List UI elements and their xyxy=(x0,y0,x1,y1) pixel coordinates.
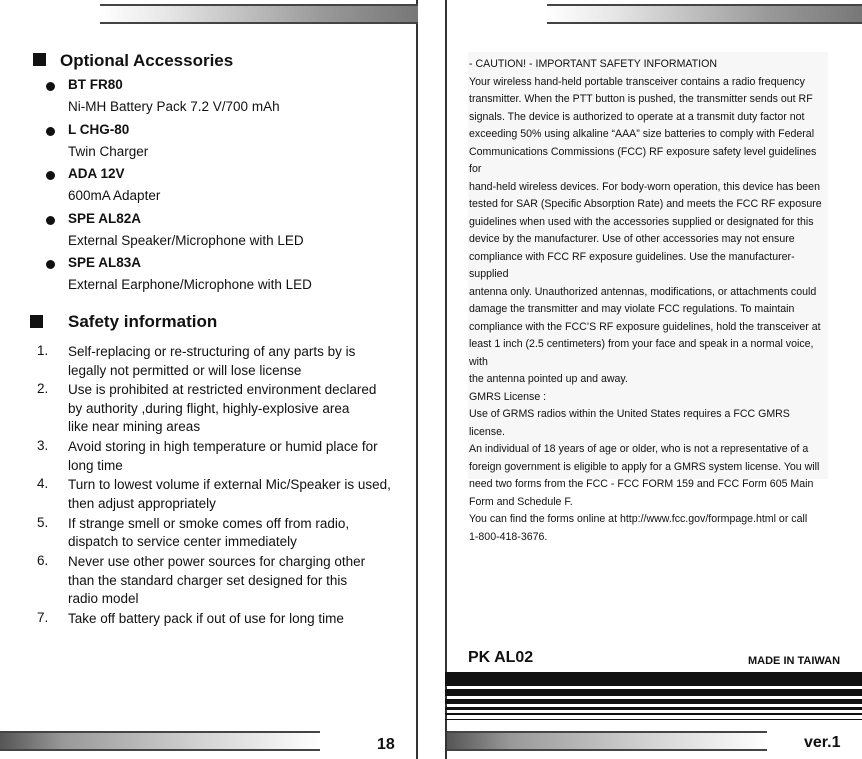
notice-line: guidelines when used with the accessories supplied or designated for this xyxy=(469,215,814,228)
top-decorative-bar xyxy=(547,4,862,24)
safety-item-number: 3. xyxy=(37,438,49,454)
heading-square-icon xyxy=(30,315,43,328)
accessories-heading: Optional Accessories xyxy=(60,51,234,70)
safety-item-number: 5. xyxy=(37,514,49,530)
notice-line: You can find the forms online at http://www.fcc.gov/formpage.html or call xyxy=(469,513,808,525)
bullet-icon xyxy=(46,260,55,269)
safety-item-number: 7. xyxy=(37,609,49,625)
footer-stripe xyxy=(445,689,862,696)
safety-item-text: then adjust appropriately xyxy=(68,495,216,511)
notice-line: Use of GRMS radios within the United States requires a FCC GMRS license. xyxy=(469,408,790,438)
model-label: PK AL02 xyxy=(468,649,534,666)
notice-line: transmitter. When the PTT button is pushed, the transmitter sends out RF xyxy=(469,93,813,105)
safety-item-text: Avoid storing in high temperature or humid place for xyxy=(68,439,378,455)
notice-line: the antenna pointed up and away. xyxy=(469,373,628,385)
version-label: ver.1 xyxy=(804,734,841,751)
accessory-description: Ni-MH Battery Pack 7.2 V/700 mAh xyxy=(68,99,280,114)
safety-item-number: 6. xyxy=(37,553,49,568)
notice-line: antenna only. Unauthorized antennas, modifications, or attachments could xyxy=(469,285,817,298)
notice-line: least 1 inch (2.5 centimeters) from your face and speak in a normal voice, with xyxy=(469,338,814,368)
top-decorative-bar xyxy=(100,4,418,24)
notice-line: damage the transmitter and may violate FCC regulations. To maintain xyxy=(469,303,795,315)
accessory-name: ADA 12V xyxy=(68,166,125,181)
safety-item-text: Turn to lowest volume if external Mic/Speaker is used, xyxy=(68,477,391,493)
notice-line: 1-800-418-3676. xyxy=(469,530,548,543)
footer-stripe xyxy=(445,699,862,704)
safety-item-text: Take off battery pack if out of use for long time xyxy=(68,610,344,626)
bottom-decorative-bar xyxy=(0,731,320,751)
bullet-icon xyxy=(46,171,55,180)
fcc-notice-box xyxy=(468,52,828,543)
accessory-description: Twin Charger xyxy=(68,143,149,159)
notice-line: GMRS License : xyxy=(469,390,547,403)
heading-square-icon xyxy=(33,53,46,66)
bullet-icon xyxy=(46,127,55,136)
notice-line: Your wireless hand-held portable transceiver contains a radio frequency xyxy=(469,75,805,88)
safety-item-text: Self-replacing or re-structuring of any parts by is xyxy=(68,344,356,359)
safety-item-text: If strange smell or smoke comes off from radio, xyxy=(68,515,350,531)
notice-line: signals. The device is authorized to operate at a transmit duty factor not xyxy=(469,110,805,123)
safety-item-text: Never use other power sources for charging other xyxy=(68,554,366,569)
bottom-decorative-bar xyxy=(447,731,767,751)
footer-stripe xyxy=(445,707,862,710)
bullet-icon xyxy=(46,82,55,91)
made-in-label: MADE IN TAIWAN xyxy=(748,655,841,667)
footer-stripe xyxy=(445,719,862,720)
notice-line: compliance with FCC RF exposure guidelines. Use the manufacturer-supplied xyxy=(469,250,795,280)
footer-stripe xyxy=(445,713,862,715)
left-page xyxy=(0,0,418,759)
fcc-notice-text xyxy=(469,56,827,546)
safety-item-text: by authority ,during flight, highly-explosive area xyxy=(68,400,350,416)
notice-line: exceeding 50% using alkaline “AAA” size batteries to comply with Federal xyxy=(469,128,815,140)
notice-line: An individual of 18 years of age or older, who is not a representative of a xyxy=(469,443,809,455)
accessory-name: BT FR80 xyxy=(68,77,123,92)
safety-item-text: long time xyxy=(68,457,123,473)
accessory-description: 600mA Adapter xyxy=(68,188,161,203)
notice-line: Form and Schedule F. xyxy=(469,495,573,508)
notice-line: need two forms from the FCC - FCC FORM 159 and FCC Form 605 Main xyxy=(469,478,814,490)
safety-item-number: 1. xyxy=(37,343,49,358)
notice-line: compliance with the FCC’S RF exposure guidelines, hold the transceiver at xyxy=(469,320,821,333)
safety-item-text: legally not permitted or will lose license xyxy=(68,362,302,378)
safety-heading: Safety information xyxy=(68,312,218,331)
safety-item-number: 4. xyxy=(37,476,49,492)
safety-item-number: 2. xyxy=(37,381,49,397)
safety-item-text: Use is prohibited at restricted environment declared xyxy=(68,382,377,398)
notice-line: foreign government is eligible to apply for a GMRS system license. You will xyxy=(469,460,820,473)
accessory-description: External Speaker/Microphone with LED xyxy=(68,232,304,248)
page-number: 18 xyxy=(377,736,395,753)
safety-item-text: radio model xyxy=(68,591,139,606)
bullet-icon xyxy=(46,216,55,225)
safety-item-text: dispatch to service center immediately xyxy=(68,534,297,550)
accessory-name: SPE AL83A xyxy=(68,255,142,270)
notice-line: Communications Commissions (FCC) RF exposure safety level guidelines for xyxy=(469,145,817,175)
accessory-name: SPE AL82A xyxy=(68,210,142,226)
notice-line: tested for SAR (Specific Absorption Rate) and meets the FCC RF exposure xyxy=(469,198,822,210)
safety-item-text: than the standard charger set designed for this xyxy=(68,572,348,588)
notice-line: - CAUTION! - IMPORTANT SAFETY INFORMATION xyxy=(469,58,717,70)
notice-line: hand-held wireless devices. For body-worn operation, this device has been xyxy=(469,180,820,193)
footer-stripe xyxy=(445,672,862,686)
accessory-description: External Earphone/Microphone with LED xyxy=(68,277,312,292)
safety-item-text: like near mining areas xyxy=(68,419,201,435)
notice-line: device by the manufacturer. Use of other accessories may not ensure xyxy=(469,233,795,245)
accessory-name: L CHG-80 xyxy=(68,121,130,137)
